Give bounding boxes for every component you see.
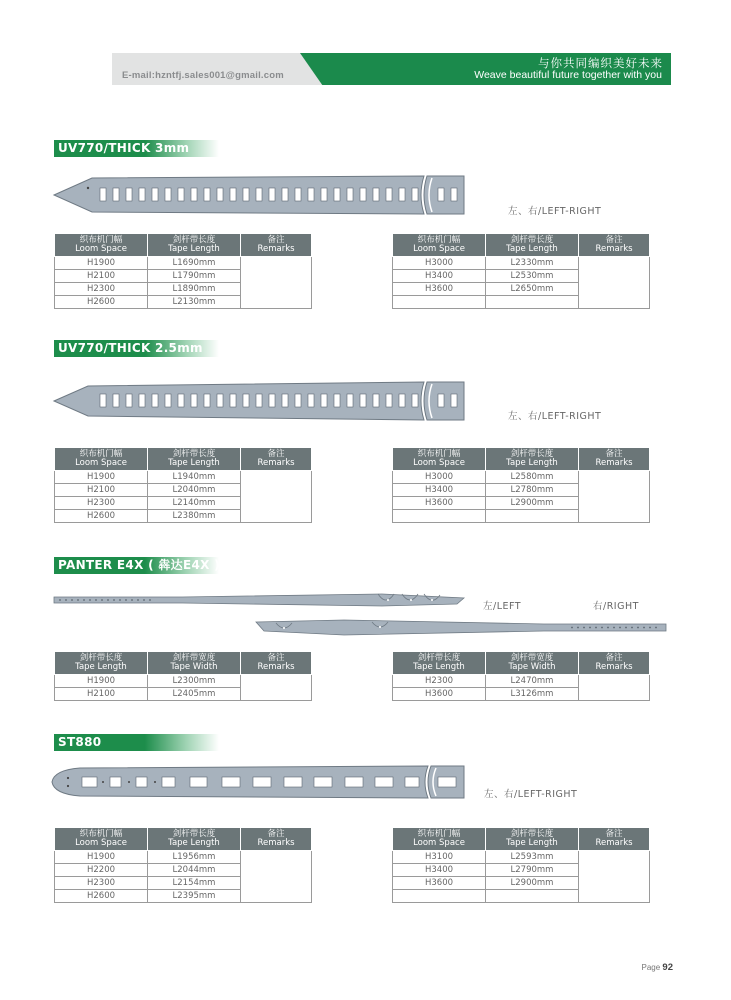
col-header-remarks: 备注 Remarks (579, 448, 650, 471)
table-row: H2100 L2040mm (55, 484, 312, 497)
right-label: 右/RIGHT (593, 601, 639, 612)
spec-table-left (54, 827, 312, 903)
tape-illustration-panter-left (52, 590, 472, 610)
col-header-tape-width: 剑杆带宽度 Tape Width (486, 652, 579, 675)
spec-table-left (54, 233, 312, 309)
table-row: H3600 L2650mm (393, 283, 650, 296)
slogan-english: Weave beautiful future together with you (474, 69, 662, 81)
table-row: H3600 L2900mm (393, 877, 650, 890)
table-row: H3400 L2780mm (393, 484, 650, 497)
side-label: 左、右/LEFT-RIGHT (484, 789, 578, 800)
col-header-loom: 织布机门幅 Loom Space (393, 828, 486, 851)
table-row: H2600 L2395mm (55, 890, 312, 903)
col-header-tape-length: 剑杆带长度 Tape Length (55, 652, 148, 675)
table-row: H2300 L2470mm (393, 675, 650, 688)
spec-table-right (392, 827, 650, 903)
col-header-tape-length: 剑杆带长度 Tape Length (148, 234, 241, 257)
table-row: H1900 L2300mm (55, 675, 312, 688)
section-title-st880: ST880 (54, 734, 219, 751)
col-header-loom: 织布机门幅 Loom Space (55, 448, 148, 471)
col-header-tape-length: 剑杆带长度 Tape Length (486, 448, 579, 471)
col-header-loom: 织布机门幅 Loom Space (393, 448, 486, 471)
tape-illustration-panter-right (254, 617, 670, 637)
col-header-loom: 织布机门幅 Loom Space (55, 828, 148, 851)
table-row: H2300 L2140mm (55, 497, 312, 510)
table-row: H2300 L1890mm (55, 283, 312, 296)
tape-illustration-uv770-2-5mm (52, 378, 472, 424)
col-header-tape-length: 剑杆带长度 Tape Length (148, 828, 241, 851)
col-header-remarks: 备注 Remarks (579, 828, 650, 851)
table-row: H2600 L2380mm (55, 510, 312, 523)
col-header-tape-width: 剑杆带宽度 Tape Width (148, 652, 241, 675)
col-header-loom: 织布机门幅 Loom Space (55, 234, 148, 257)
email-address: E-mail:hzntfj.sales001@gmail.com (122, 70, 284, 81)
spec-table-left (54, 447, 312, 523)
table-row: H3000 L2330mm (393, 257, 650, 270)
tape-illustration-uv770-3mm (52, 172, 472, 218)
table-row: H3000 L2580mm (393, 471, 650, 484)
col-header-tape-length: 剑杆带长度 Tape Length (486, 828, 579, 851)
section-title-uv770-3mm: UV770/THICK 3mm (54, 140, 219, 157)
col-header-remarks: 备注 Remarks (241, 234, 312, 257)
table-row: H2600 L2130mm (55, 296, 312, 309)
section-title-uv770-2-5mm: UV770/THICK 2.5mm (54, 340, 219, 357)
col-header-tape-length: 剑杆带长度 Tape Length (393, 652, 486, 675)
table-row: H2200 L2044mm (55, 864, 312, 877)
spec-table-right (392, 651, 650, 701)
col-header-remarks: 备注 Remarks (241, 652, 312, 675)
side-label: 左、右/LEFT-RIGHT (508, 411, 602, 422)
col-header-loom: 织布机门幅 Loom Space (393, 234, 486, 257)
spec-table-left (54, 651, 312, 701)
col-header-remarks: 备注 Remarks (579, 652, 650, 675)
spec-table-right (392, 233, 650, 309)
section-title-panter-e4x: PANTER E4X ( 犇达E4X ) (54, 557, 219, 574)
tape-illustration-st880 (50, 762, 472, 802)
page-number: Page 92 (641, 962, 673, 973)
col-header-remarks: 备注 Remarks (241, 828, 312, 851)
col-header-remarks: 备注 Remarks (579, 234, 650, 257)
col-header-tape-length: 剑杆带长度 Tape Length (148, 448, 241, 471)
table-row: H1900 L1956mm (55, 851, 312, 864)
table-row: H3600 L3126mm (393, 688, 650, 701)
col-header-tape-length: 剑杆带长度 Tape Length (486, 234, 579, 257)
table-row: H2100 L2405mm (55, 688, 312, 701)
col-header-remarks: 备注 Remarks (241, 448, 312, 471)
table-row: H2300 L2154mm (55, 877, 312, 890)
table-row: H3600 L2900mm (393, 497, 650, 510)
table-row: H1900 L1940mm (55, 471, 312, 484)
left-label: 左/LEFT (483, 601, 522, 612)
table-row: H3400 L2790mm (393, 864, 650, 877)
spec-table-right (392, 447, 650, 523)
slogan-chinese: 与你共同编织美好未来 (538, 56, 663, 70)
side-label: 左、右/LEFT-RIGHT (508, 206, 602, 217)
table-row: H2100 L1790mm (55, 270, 312, 283)
table-row: H3400 L2530mm (393, 270, 650, 283)
table-row: H3100 L2593mm (393, 851, 650, 864)
table-row: H1900 L1690mm (55, 257, 312, 270)
